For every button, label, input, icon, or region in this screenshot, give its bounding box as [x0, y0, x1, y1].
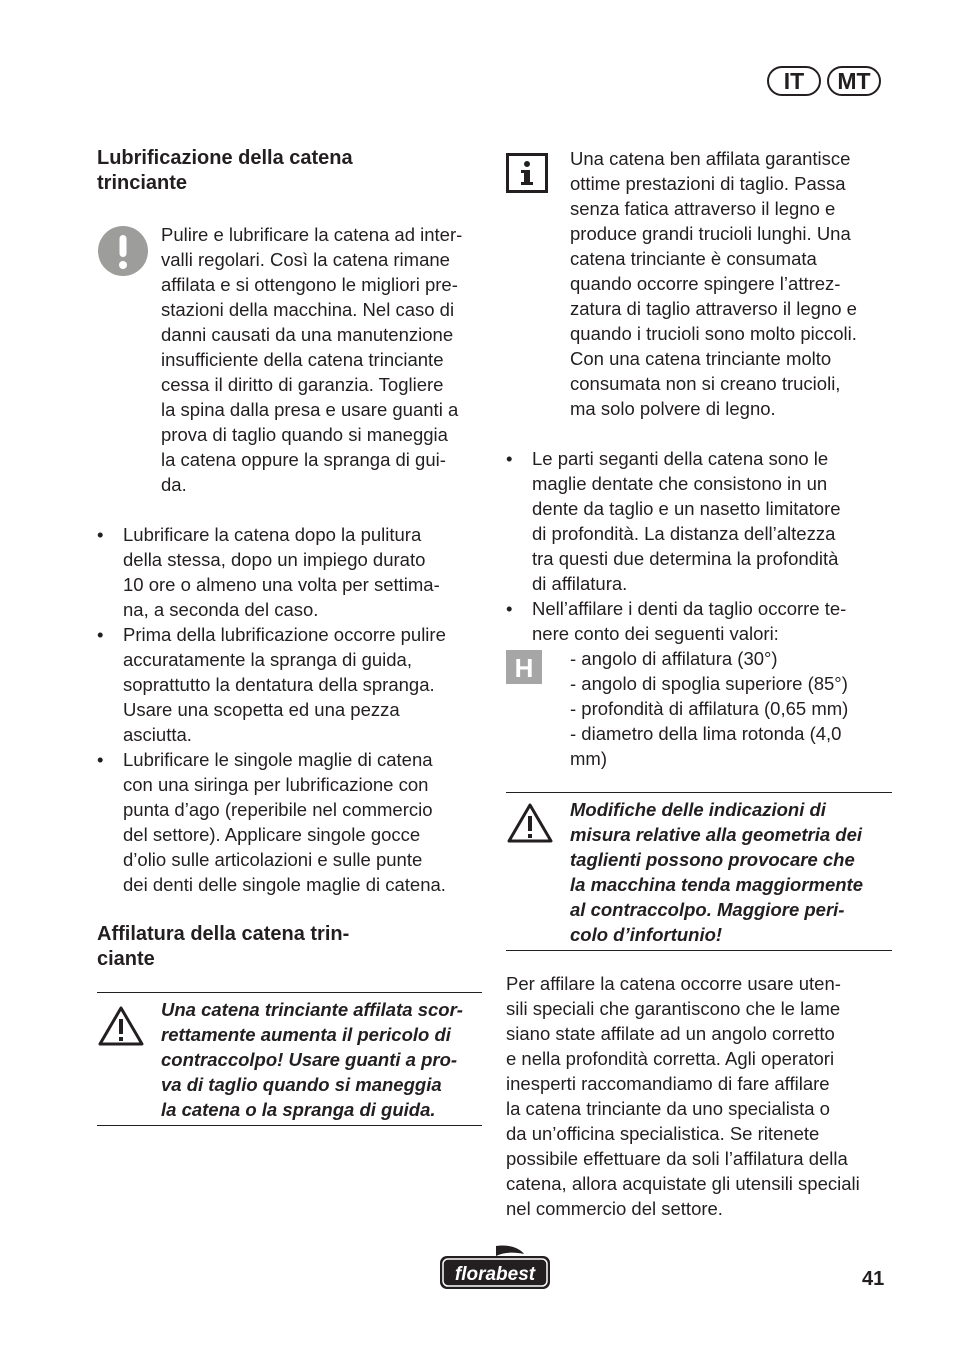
text-line: tra questi due determina la profondità: [532, 548, 839, 569]
warning-box-sharpening: [97, 992, 482, 1126]
text-line: quando occorre spingere l’attrez-: [570, 273, 841, 294]
warning-triangle-icon: [97, 997, 161, 1053]
text-line: Per affilare la catena occorre usare uten-: [506, 973, 841, 994]
text-line: na, a seconda del caso.: [123, 599, 319, 620]
text-line: rettamente aumenta il pericolo di: [161, 1024, 451, 1045]
text-line: consumata non si creano trucioli,: [570, 373, 841, 394]
text-line: da.: [161, 474, 187, 495]
list-item: [97, 522, 482, 622]
text-line: misura relative alla geometria dei: [570, 824, 863, 845]
text-line: catena trinciante è consumata: [570, 248, 817, 269]
page-number: 41: [862, 1268, 885, 1290]
value-item: mm): [570, 748, 607, 769]
text-line: valli regolari. Così la catena rimane: [161, 249, 450, 270]
text-line: produce grandi trucioli lunghi. Una: [570, 223, 851, 244]
text-line: e nella profondità corretta. Agli operatori: [506, 1048, 835, 1069]
text-line: colo d’infortunio!: [570, 924, 723, 945]
text-line: da un’officina specialistica. Se ritenete: [506, 1123, 820, 1144]
text-line: quando i trucioli sono molto piccoli.: [570, 323, 857, 344]
section-title-lubrication: Lubrificazione della catena trinciante: [97, 147, 353, 194]
text-line: Una catena trinciante affilata scor-: [161, 999, 463, 1020]
warning-text-sharpening: [161, 997, 482, 1122]
text-line: sili speciali che garantiscono che le lame: [506, 998, 841, 1019]
text-line: Con una catena trinciante molto: [570, 348, 832, 369]
text-line: di affilatura.: [532, 573, 628, 594]
text-line: zatura di taglio attraverso il legno e: [570, 298, 857, 319]
info-notice-text: [570, 146, 892, 421]
value-item: - profondità di affilatura (0,65 mm): [570, 698, 849, 719]
text-line: prova di taglio quando si maneggia: [161, 424, 448, 445]
text-line: della stessa, dopo un impiego durato: [123, 549, 426, 570]
maintenance-notice: [97, 222, 482, 497]
text-line: la macchina tenda maggiormente: [570, 874, 864, 895]
text-line: la catena trinciante da uno specialista o: [506, 1098, 830, 1119]
warning-box-geometry: [506, 792, 892, 951]
text-line: cessa il diritto di garanzia. Togliere: [161, 374, 444, 395]
language-badge-mt: MT: [827, 66, 881, 96]
text-line: la spina dalla presa e usare guanti a: [161, 399, 459, 420]
text-line: al contraccolpo. Maggiore peri-: [570, 899, 845, 920]
text-line: punta d’ago (reperibile nel commercio: [123, 799, 433, 820]
text-line: senza fatica attraverso il legno e: [570, 198, 836, 219]
text-line: con una siringa per lubrificazione con: [123, 774, 429, 795]
text-line: insufficiente della catena trinciante: [161, 349, 444, 370]
text-line: • Nell’affilare i denti da taglio occorre te-: [532, 598, 847, 619]
list-item: [506, 446, 892, 596]
text-line: nere conto dei seguenti valori:: [532, 623, 779, 644]
text-line: di profondità. La distanza dell’altezza: [532, 523, 836, 544]
text-line: possibile effettuare da soli l’affilatura della: [506, 1148, 848, 1169]
text-line: d’olio sulle articolazioni e sulle punte: [123, 849, 423, 870]
text-line: taglienti possono provocare che: [570, 849, 855, 870]
warning-text-geometry: [570, 797, 892, 947]
info-notice: [506, 146, 892, 421]
text-line: Modifiche delle indicazioni di: [570, 799, 826, 820]
left-column: [97, 146, 482, 1126]
text-line: stazioni della macchina. Nel caso di: [161, 299, 455, 320]
maintenance-notice-text: [161, 222, 482, 497]
text-line: • Lubrificare le singole maglie di catena: [123, 749, 433, 770]
info-icon: [506, 146, 570, 199]
text-line: del settore). Applicare singole gocce: [123, 824, 421, 845]
text-line: nel commercio del settore.: [506, 1198, 723, 1219]
language-badge-it: IT: [767, 66, 821, 96]
text-line: maglie dentate che consistono in un: [532, 473, 828, 494]
figure-letter: H: [514, 653, 534, 683]
figure-h-icon: [506, 646, 570, 771]
list-item: [506, 596, 892, 646]
text-line: asciutta.: [123, 724, 192, 745]
language-badges: [767, 66, 881, 96]
text-line: soprattutto la dentatura della spranga.: [123, 674, 435, 695]
florabest-logo: [438, 1244, 552, 1292]
text-line: danni causati da una manutenzione: [161, 324, 454, 345]
text-line: 10 ore o almeno una volta per settima-: [123, 574, 440, 595]
value-item: - angolo di spoglia superiore (85°): [570, 673, 848, 694]
title-line: ciante: [97, 948, 155, 970]
sharpening-info-list: [506, 446, 892, 646]
list-item: [97, 622, 482, 747]
text-line: contraccolpo! Usare guanti a pro-: [161, 1049, 458, 1070]
text-line: affilata e si ottengono le migliori pre-: [161, 274, 458, 295]
lubrication-steps-list: [97, 522, 482, 897]
exclamation-icon: [97, 222, 161, 283]
text-line: va di taglio quando si maneggia: [161, 1074, 442, 1095]
title-line: Affilatura della catena trin-: [97, 923, 350, 945]
text-line: inesperti raccomandiamo di fare affilare: [506, 1073, 830, 1094]
text-line: Usare una scopetta ed una pezza: [123, 699, 400, 720]
brand-name: florabest: [454, 1264, 536, 1285]
text-line: ottime prestazioni di taglio. Passa: [570, 173, 846, 194]
value-item: - angolo di affilatura (30°): [570, 648, 778, 669]
text-line: Una catena ben affilata garantisce: [570, 148, 851, 169]
list-item: [97, 747, 482, 897]
sharpening-values: [506, 646, 892, 771]
section-title-sharpening: [97, 922, 482, 972]
text-line: • Lubrificare la catena dopo la pulitura: [123, 524, 422, 545]
text-line: dente da taglio e un nasetto limitatore: [532, 498, 841, 519]
text-line: siano state affilate ad un angolo corretto: [506, 1023, 835, 1044]
text-line: dei denti delle singole maglie di catena.: [123, 874, 446, 895]
text-line: ma solo polvere di legno.: [570, 398, 776, 419]
warning-triangle-icon: [506, 797, 570, 850]
text-line: • Le parti seganti della catena sono le: [532, 448, 829, 469]
text-line: la catena o la spranga di guida.: [161, 1099, 436, 1120]
value-item: - diametro della lima rotonda (4,0: [570, 723, 842, 744]
text-line: accuratamente la spranga di guida,: [123, 649, 412, 670]
text-line: Pulire e lubrificare la catena ad inter-: [161, 224, 463, 245]
text-line: la catena oppure la spranga di gui-: [161, 449, 446, 470]
right-column: [506, 146, 892, 1221]
text-line: catena, allora acquistate gli utensili speciali: [506, 1173, 860, 1194]
values-list: [570, 646, 848, 771]
text-line: • Prima della lubrificazione occorre pulire: [123, 624, 446, 645]
sharpening-advice: [506, 971, 892, 1221]
